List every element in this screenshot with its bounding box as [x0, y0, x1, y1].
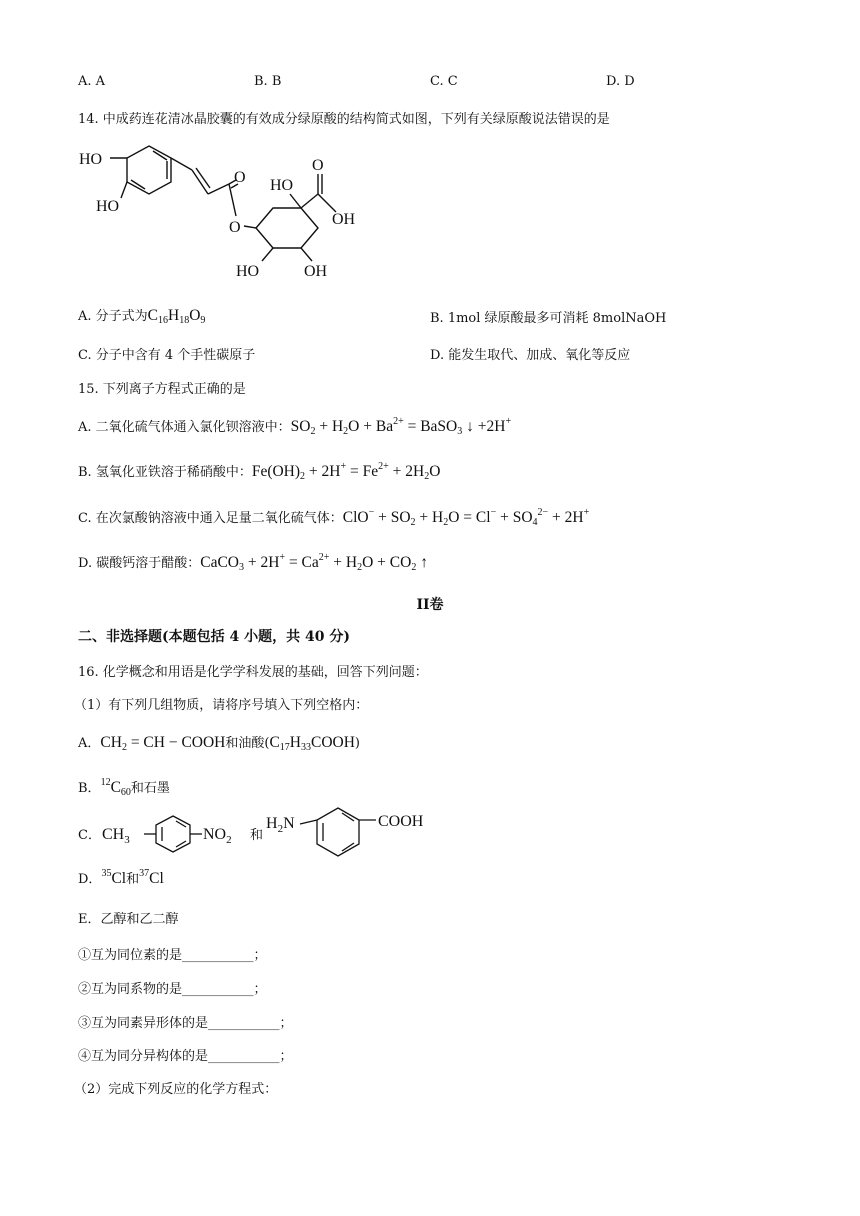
q14-option-c: C. 分子中含有 4 个手性碳原子: [78, 348, 256, 363]
option-c: C. C: [430, 74, 458, 89]
option-d: D. D: [606, 74, 635, 89]
q16-blank-4: ④互为同分异构体的是___________；: [78, 1049, 293, 1064]
label-ho-top: HO: [79, 151, 103, 168]
cl35-formula: $^{35}$Cl: [101, 868, 127, 887]
q16-item-e: E．乙醇和乙二醇: [78, 912, 179, 927]
molecular-formula: $C_{16}H_{18}O_9$: [147, 307, 206, 326]
q16-stem: 16. 化学概念和用语是化学学科发展的基础，回答下列问题：: [78, 665, 428, 680]
q16-item-d-prefix: D．: [78, 872, 102, 887]
svg-text:NO2: $NO_2$: [203, 826, 232, 846]
option-b: B. B: [254, 74, 282, 89]
q15-option-d: [78, 552, 428, 573]
label-o-ester: O: [229, 219, 241, 236]
q16-item-b: [78, 777, 170, 798]
option-a: A. A: [78, 74, 106, 89]
q16-item-d-and: 和: [126, 872, 140, 887]
q15-option-b: [78, 461, 440, 482]
q15-option-c-prefix: C. 在次氯酸钠溶液中通入足量二氧化硫气体：: [78, 511, 343, 526]
cl37-formula: $^{37}$Cl: [139, 868, 164, 887]
label-o-carbonyl: O: [234, 169, 246, 186]
c60-formula: $^{12}C_{60}$: [100, 777, 131, 798]
q15-option-b-prefix: B. 氢氧化亚铁溶于稀硝酸中：: [78, 465, 252, 480]
q16-part1: （1）有下列几组物质，请将序号填入下列空格内：: [74, 698, 369, 713]
q16-item-a-and: 和油酸(: [225, 736, 270, 751]
q16-item-c-prefix: C．: [78, 828, 101, 843]
equation-a: $SO_2 + H_2O + Ba^{2+}$ = BaSO$_3$ ↓ +2H+: [290, 416, 512, 437]
chlorogenic-acid-structure: [74, 136, 374, 286]
q14-option-a: [78, 305, 205, 326]
q14-option-b: B. 1mol 绿原酸最多可消耗 8molNaOH: [430, 311, 667, 326]
q15-option-c: [78, 507, 589, 528]
equation-b: $Fe(OH)_2 + 2H^+ = Fe^{2+} + 2H_2O$: [251, 461, 441, 482]
label-oh-acid: OH: [332, 211, 356, 228]
q15-option-a: [78, 416, 511, 437]
label-ho-bottom: HO: [236, 263, 260, 280]
svg-text:COOH: COOH: [378, 813, 424, 830]
volume-title: II卷: [416, 597, 444, 613]
q15-option-d-prefix: D. 碳酸钙溶于醋酸：: [78, 556, 201, 571]
q15-stem: 15. 下列离子方程式正确的是: [78, 382, 246, 397]
q15-option-a-prefix: A. 二氧化硫气体通入氯化钡溶液中：: [78, 420, 291, 435]
svg-text:CH3: $CH_3$: [102, 826, 130, 846]
q16-blank-1: ①互为同位素的是___________；: [78, 948, 267, 963]
label-ho-mid: HO: [96, 198, 120, 215]
q16-item-a-prefix: A．: [78, 736, 101, 751]
svg-text:H2N: $H_2N$: [266, 815, 295, 835]
q16-part2: （2）完成下列反应的化学方程式：: [74, 1082, 278, 1097]
q16-item-b-text: 和石墨: [130, 781, 170, 796]
q16-item-b-prefix: B．: [78, 781, 101, 796]
label-oh-bottom: OH: [304, 263, 328, 280]
q16-item-a: A．$CH_2$ = CH − COOH和油酸$(C_{17}H_{33}COOH)$: [78, 734, 360, 753]
q16-blank-2: ②互为同系物的是___________；: [78, 982, 267, 997]
label-o-acid: O: [312, 157, 324, 174]
label-ho-ring: HO: [270, 177, 294, 194]
q14-option-d: D. 能发生取代、加成、氧化等反应: [430, 348, 631, 363]
svg-text:和: 和: [250, 827, 264, 842]
equation-c: $ClO^- + SO_2 + H_2O = Cl^- + SO_4^{2-} + 2H^+$: [342, 507, 590, 528]
q14-stem: 14. 中成药连花清冰晶胶囊的有效成分绿原酸的结构简式如图，下列有关绿原酸说法错误的是: [78, 112, 610, 127]
q16-blank-3: ③互为同素异形体的是___________；: [78, 1016, 293, 1031]
section-heading: 二、非选择题(本题包括 4 小题，共 40 分): [78, 629, 350, 645]
equation-d: CaCO$_3$ + $2H^+ = Ca^{2+} + H_2O + CO_2$ ↑: [200, 552, 428, 573]
q16-item-d: [78, 868, 164, 888]
acrylic-acid-formula: $CH_2$ = CH − COOH: [100, 734, 226, 753]
item-c-structures: [100, 802, 440, 860]
q14-option-a-prefix: A. 分子式为: [78, 309, 148, 324]
oleic-acid-formula: $C_{17}H_{33}COOH$: [269, 734, 355, 753]
